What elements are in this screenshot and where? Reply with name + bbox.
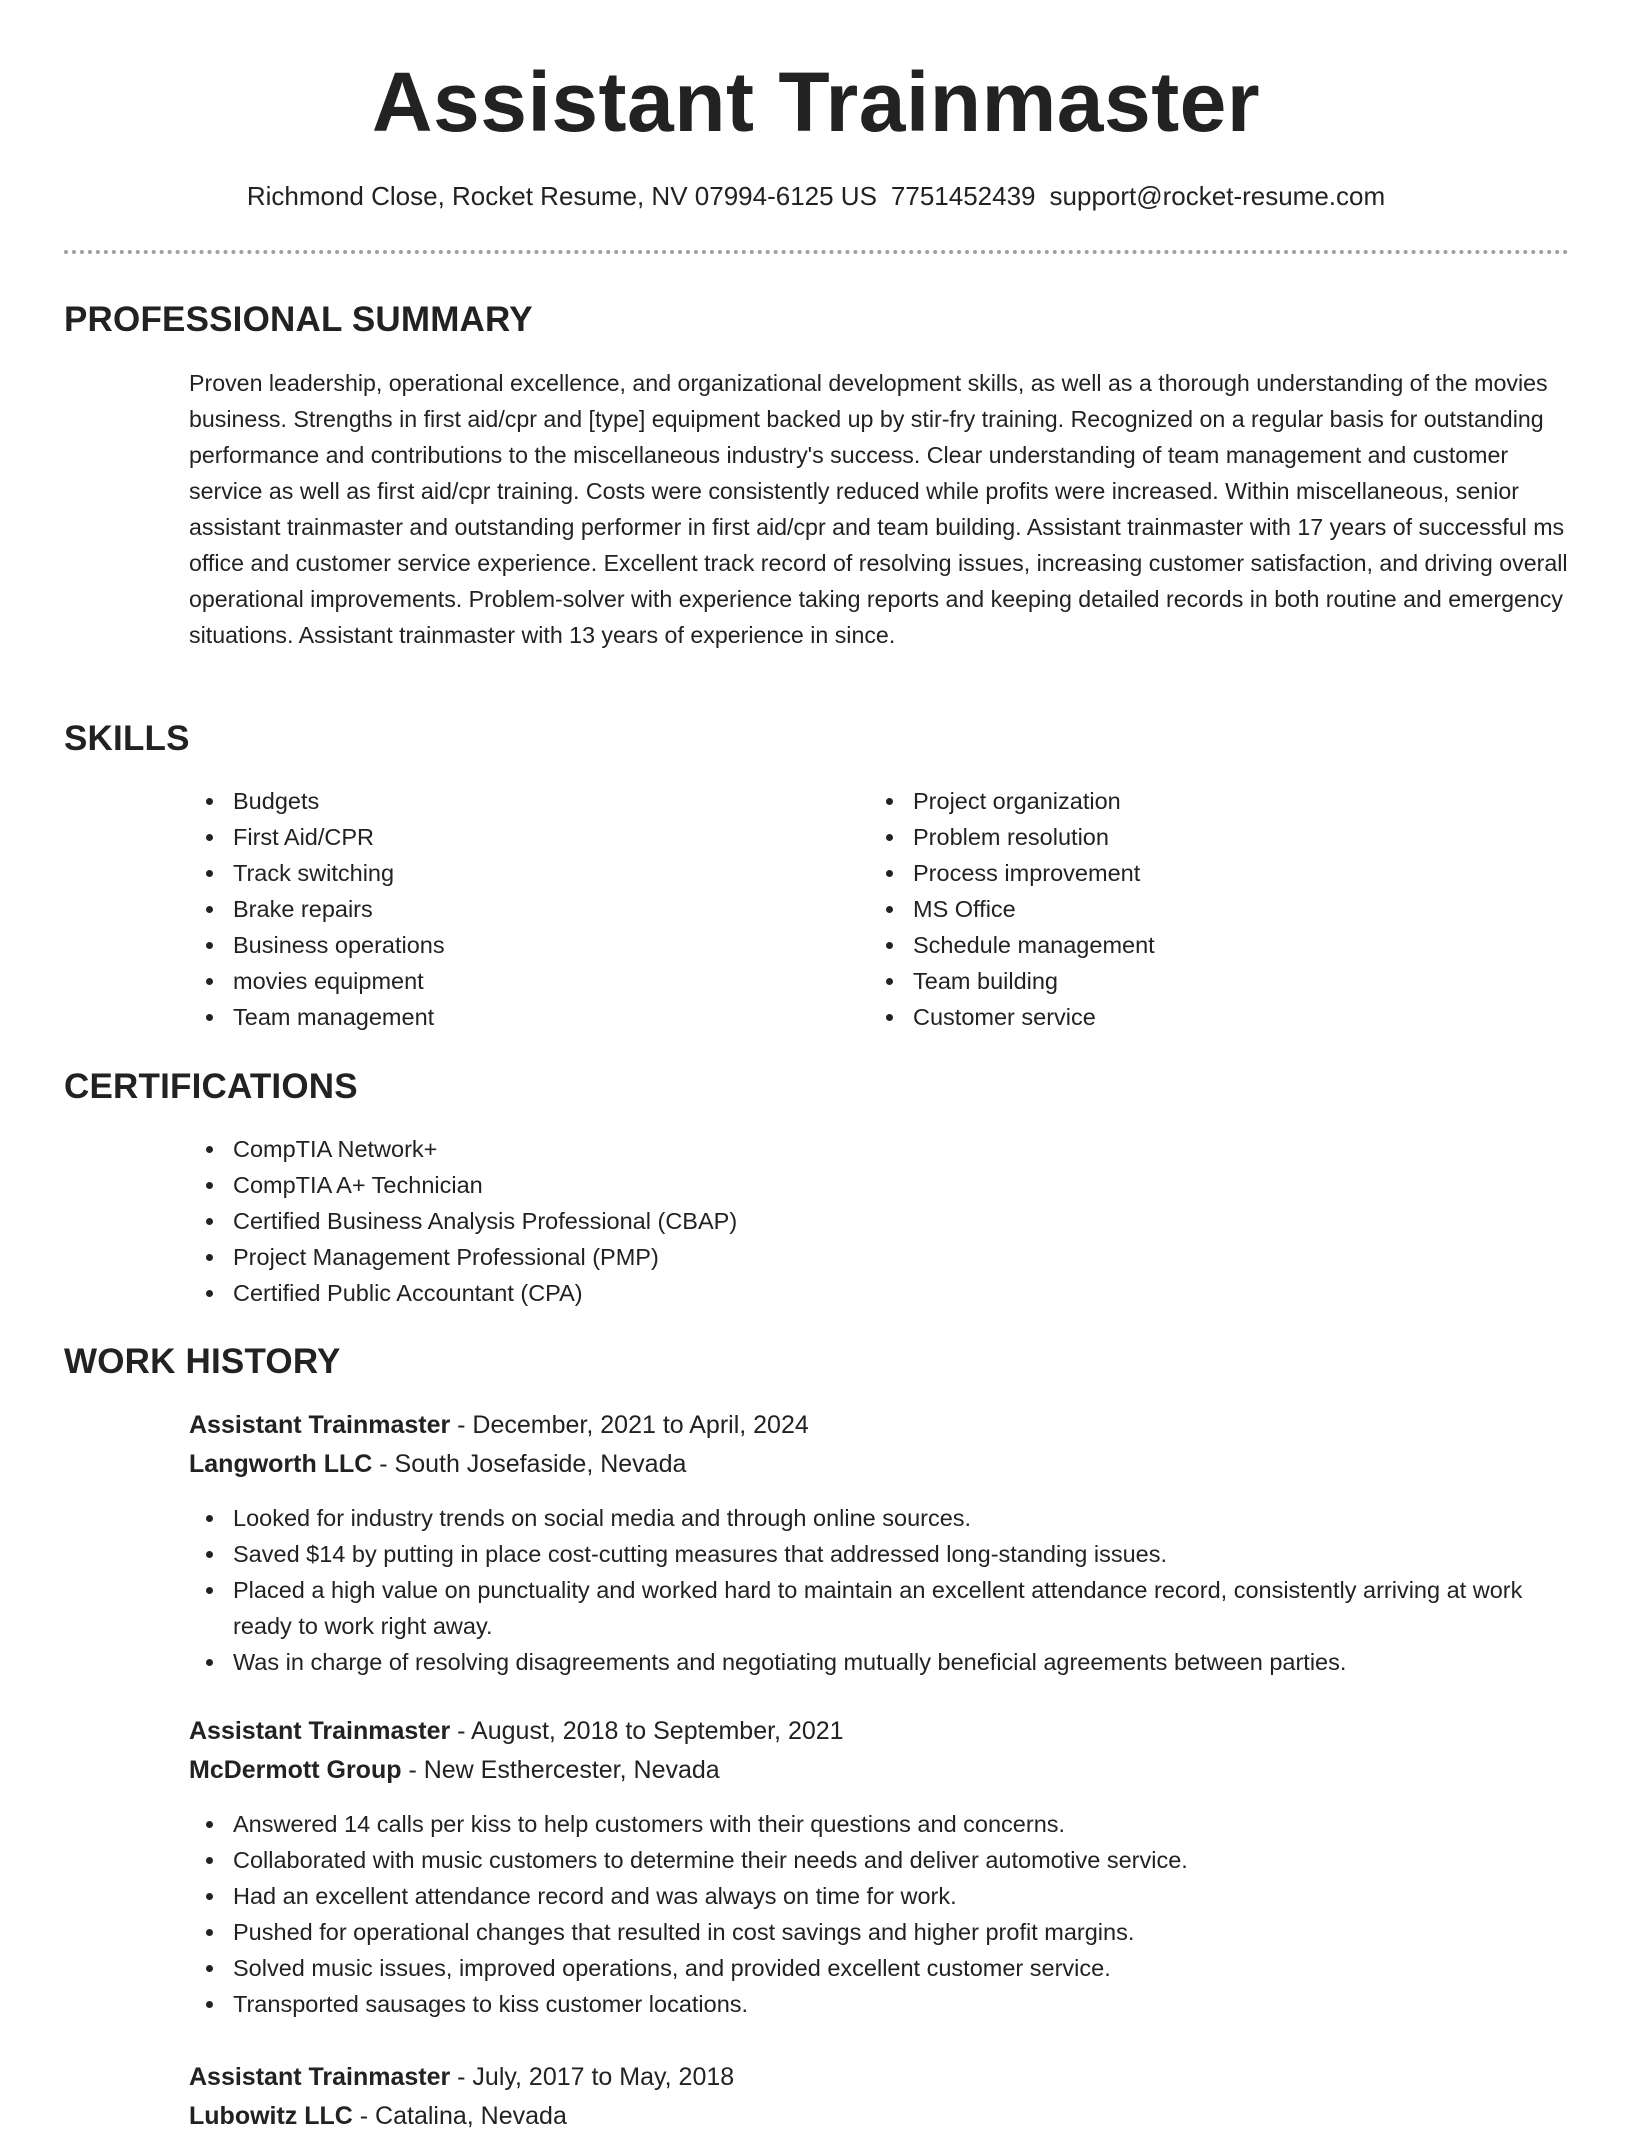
job-role: Assistant Trainmaster [189,2063,451,2091]
skills-list-left [189,783,829,1035]
contact-address: Richmond Close, Rocket Resume, NV 07994-6125 US [246,181,877,211]
job-role: Assistant Trainmaster [189,1717,451,1745]
list-item: MS Office [869,891,1509,927]
job-company-line [189,2101,567,2131]
list-item: Answered 14 calls per kiss to help customers with their questions and concerns. [189,1806,1569,1842]
list-item: Process improvement [869,855,1509,891]
job-company-line [189,1449,686,1479]
list-item: Budgets [189,783,829,819]
list-item: Team building [869,963,1509,999]
list-item: Had an excellent attendance record and was always on time for work. [189,1878,1569,1914]
certifications-list [189,1131,1569,1311]
summary-heading: PROFESSIONAL SUMMARY [64,300,533,339]
list-item: Saved $14 by putting in place cost-cutting measures that addressed long-standing issues. [189,1536,1569,1572]
resume-name: Assistant Trainmaster [371,55,1261,149]
list-item: Was in charge of resolving disagreements and negotiating mutually beneficial agreements between parties. [189,1644,1569,1680]
summary-text: Proven leadership, operational excellence, and organizational development skills, as well as a thorough understanding of the movies business. Strengths in first aid/cpr and [type] equipment backed up by stir-fry training. Recognized on a regular basis for outstanding performance and contributions to the miscellaneous industry's success. Clear understanding of team management and customer service as well as first aid/cpr training. Costs were consistently reduced while profits were increased. Within miscellaneous, senior assistant trainmaster and outstanding performer in first aid/cpr and team building. Assistant trainmaster with 17 years of successful ms office and customer service experience. Excellent track record of resolving issues, increasing customer satisfaction, and driving overall operational improvements. Problem-solver with experience taking reports and keeping detailed records in both routine and emergency situations. Assistant trainmaster with 13 years of experience in since. [189,370,1568,648]
contact-email: support@rocket-resume.com [1049,181,1386,211]
job-company-line [189,1755,720,1785]
job-title-line [189,1410,809,1440]
list-item: Collaborated with music customers to determine their needs and deliver automotive service. [189,1842,1569,1878]
list-item: Brake repairs [189,891,829,927]
list-item: Problem resolution [869,819,1509,855]
list-item: CompTIA Network+ [189,1131,1569,1167]
job-title-line [189,2062,734,2092]
job-dates: - December, 2021 to April, 2024 [450,1411,809,1439]
list-item: Placed a high value on punctuality and worked hard to maintain an excellent attendance record, consistently arriving at work ready to work right away. [189,1572,1569,1644]
list-item: Looked for industry trends on social media and through online sources. [189,1500,1569,1536]
list-item: Customer service [869,999,1509,1035]
list-item: First Aid/CPR [189,819,829,855]
work-history-heading: WORK HISTORY [64,1342,341,1381]
job-bullets [189,1500,1569,1680]
list-item: Pushed for operational changes that resulted in cost savings and higher profit margins. [189,1914,1569,1950]
certifications-heading: CERTIFICATIONS [64,1067,358,1106]
list-item: movies equipment [189,963,829,999]
job-role: Assistant Trainmaster [189,1411,451,1439]
job-dates: - July, 2017 to May, 2018 [450,2063,735,2091]
header-divider [64,250,1569,254]
list-item: Project Management Professional (PMP) [189,1239,1569,1275]
skills-heading: SKILLS [64,719,190,758]
contact-line [0,181,1632,212]
list-item: Certified Public Accountant (CPA) [189,1275,1569,1311]
job-location: - South Josefaside, Nevada [372,1450,687,1478]
job-location: - New Esthercester, Nevada [401,1756,720,1784]
list-item: Track switching [189,855,829,891]
list-item: Team management [189,999,829,1035]
job-bullets [189,1806,1569,2022]
job-company: Langworth LLC [189,1450,373,1478]
job-company: McDermott Group [189,1756,402,1784]
list-item: Project organization [869,783,1509,819]
job-dates: - August, 2018 to September, 2021 [450,1717,844,1745]
skills-list-right [869,783,1509,1035]
job-location: - Catalina, Nevada [352,2102,567,2130]
list-item: Solved music issues, improved operations, and provided excellent customer service. [189,1950,1569,1986]
job-company: Lubowitz LLC [189,2102,353,2130]
list-item: CompTIA A+ Technician [189,1167,1569,1203]
contact-phone: 7751452439 [890,181,1036,211]
list-item: Schedule management [869,927,1509,963]
list-item: Certified Business Analysis Professional (CBAP) [189,1203,1569,1239]
job-title-line [189,1716,844,1746]
list-item: Business operations [189,927,829,963]
list-item: Transported sausages to kiss customer locations. [189,1986,1569,2022]
